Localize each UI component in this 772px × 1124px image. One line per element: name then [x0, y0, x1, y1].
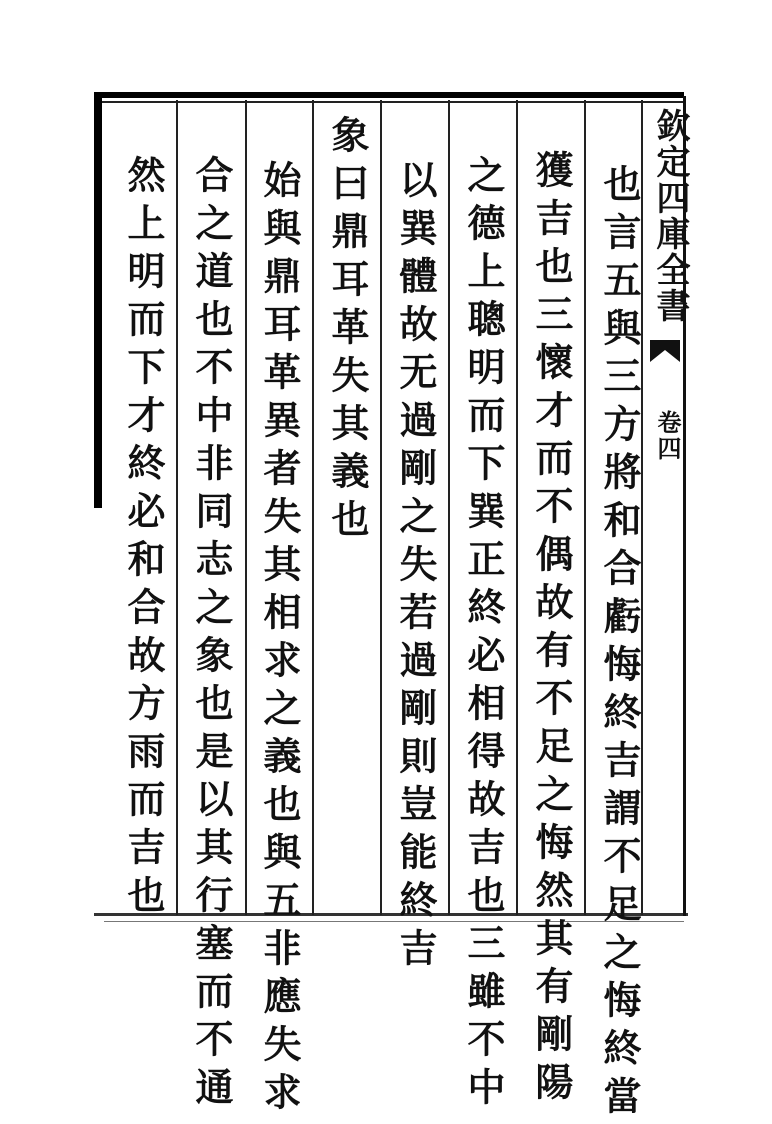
- column-rule: [312, 100, 314, 915]
- column-rule: [584, 100, 586, 915]
- text-column-2: 獲吉也三懷才而不偶故有不足之悔然其有剛陽: [529, 150, 574, 1110]
- text-column-4: 以巽體故无過剛之失若過剛則豈能終吉: [393, 160, 438, 976]
- fish-tail-mark-icon: [650, 340, 680, 362]
- frame-left-border: [94, 92, 102, 508]
- text-column-5: 象曰鼎耳革失其義也: [325, 115, 370, 547]
- text-column-8: 然上明而下才終必和合故方雨而吉也: [121, 155, 166, 923]
- frame-top-border: [94, 92, 684, 98]
- column-rule: [176, 100, 178, 915]
- volume-label: 卷四: [653, 410, 682, 462]
- text-column-1: 也言五與三方將和合虧悔終吉謂不足之悔終當: [597, 164, 642, 1124]
- book-title: 欽定四庫全書: [650, 108, 690, 324]
- column-rule: [448, 100, 450, 915]
- text-column-7: 合之道也不中非同志之象也是以其行塞而不通: [189, 155, 234, 1115]
- column-rule: [516, 100, 518, 915]
- frame-top-inner-border: [94, 101, 684, 103]
- text-column-6: 始與鼎耳革異者失其相求之義也與五非應失求: [257, 160, 302, 1120]
- column-rule: [380, 100, 382, 915]
- column-rule: [245, 100, 247, 915]
- text-column-3: 之德上聰明而下巽正終必相得故吉也三雖不中: [461, 155, 506, 1115]
